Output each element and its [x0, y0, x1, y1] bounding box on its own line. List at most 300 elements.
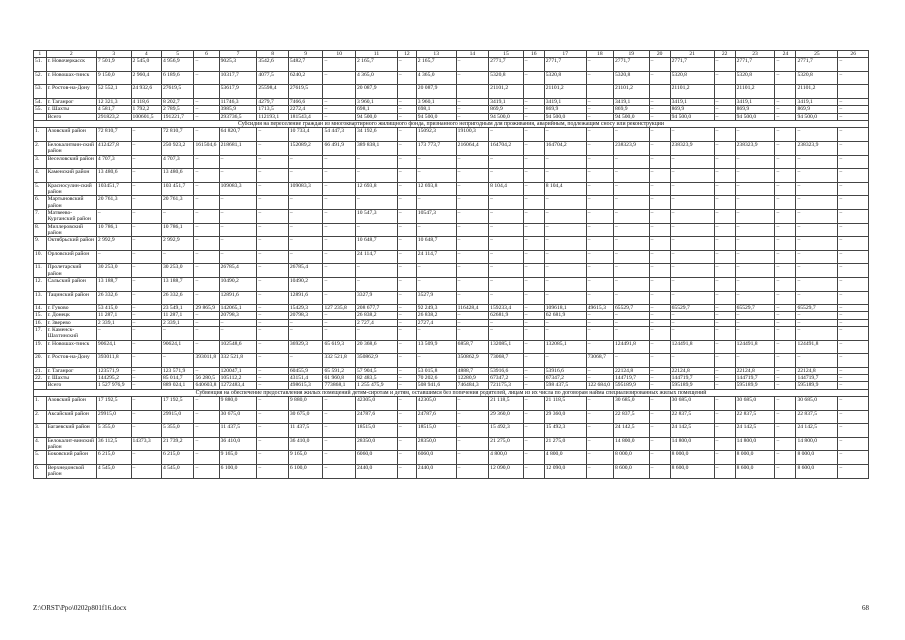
- value-cell: –: [613, 264, 649, 278]
- value-cell: –: [323, 264, 356, 278]
- value-cell: –: [397, 319, 416, 326]
- value-cell: –: [838, 237, 869, 251]
- value-cell: –: [586, 169, 613, 183]
- value-cell: –: [257, 237, 288, 251]
- value-cell: –: [257, 182, 288, 196]
- value-cell: –: [670, 237, 714, 251]
- table-row: [34, 312, 869, 319]
- value-cell: 595189,9: [796, 382, 838, 389]
- value-cell: –: [714, 319, 735, 326]
- value-cell: –: [714, 141, 735, 155]
- value-cell: 4 800,0: [489, 451, 524, 465]
- value-cell: 30 253,0: [96, 264, 131, 278]
- table-row: [34, 169, 869, 183]
- row-number-cell: 5.: [34, 451, 47, 465]
- value-cell: –: [714, 326, 735, 340]
- value-cell: 11 437,5: [219, 424, 257, 438]
- value-cell: –: [649, 223, 670, 237]
- value-cell: –: [397, 99, 416, 106]
- value-cell: 53916,6: [544, 367, 586, 374]
- municipality-name-cell: г. Донецк: [46, 312, 96, 319]
- value-cell: 29 360,0: [544, 410, 586, 424]
- value-cell: –: [397, 465, 416, 479]
- value-cell: –: [796, 326, 838, 340]
- value-cell: 2 165,7: [416, 58, 456, 72]
- value-cell: –: [219, 319, 257, 326]
- value-cell: 30 685,0: [796, 397, 838, 411]
- value-cell: –: [323, 106, 356, 113]
- row-number-cell: 13.: [34, 291, 47, 305]
- value-cell: –: [523, 209, 544, 223]
- row-number-cell: 7.: [34, 209, 47, 223]
- value-cell: –: [838, 424, 869, 438]
- value-cell: 70 202,6: [416, 375, 456, 382]
- value-cell: –: [670, 155, 714, 169]
- value-cell: –: [544, 319, 586, 326]
- value-cell: –: [257, 437, 288, 451]
- value-cell: –: [649, 155, 670, 169]
- value-cell: –: [397, 141, 416, 155]
- value-cell: –: [257, 196, 288, 210]
- value-cell: –: [649, 128, 670, 142]
- value-cell: 61 960,8: [323, 375, 356, 382]
- table-row: [34, 182, 869, 196]
- value-cell: –: [544, 354, 586, 368]
- value-cell: –: [416, 264, 456, 278]
- value-cell: 2 992,9: [161, 237, 194, 251]
- table-row: [34, 106, 869, 113]
- value-cell: –: [714, 375, 735, 382]
- value-cell: –: [775, 209, 796, 223]
- value-cell: 869,9: [544, 106, 586, 113]
- value-cell: –: [649, 141, 670, 155]
- value-cell: 27619,5: [288, 85, 323, 99]
- value-cell: 2 960,4: [131, 71, 161, 85]
- table-row: [34, 113, 869, 120]
- value-cell: –: [489, 209, 524, 223]
- value-cell: –: [613, 291, 649, 305]
- value-cell: 4 800,0: [544, 451, 586, 465]
- row-number-cell: 19.: [34, 340, 47, 354]
- value-cell: –: [838, 209, 869, 223]
- value-cell: [586, 85, 613, 99]
- municipality-name-cell: г. Таганрог: [46, 367, 96, 374]
- column-number-cell: 12: [397, 51, 416, 58]
- value-cell: –: [586, 277, 613, 291]
- value-cell: –: [397, 340, 416, 354]
- value-cell: –: [194, 437, 219, 451]
- value-cell: 2771,7: [544, 58, 586, 72]
- value-cell: 6 100,0: [288, 465, 323, 479]
- value-cell: 5320,8: [613, 71, 649, 85]
- value-cell: 181543,4: [288, 113, 323, 120]
- value-cell: [397, 85, 416, 99]
- value-cell: –: [714, 113, 735, 120]
- value-cell: –: [323, 437, 356, 451]
- value-cell: –: [355, 223, 397, 237]
- value-cell: –: [161, 354, 194, 368]
- municipality-name-cell: г. Новочеркасск: [46, 58, 96, 72]
- value-cell: 36929,3: [288, 340, 323, 354]
- table-row: [34, 451, 869, 465]
- value-cell: –: [714, 58, 735, 72]
- value-cell: –: [397, 367, 416, 374]
- value-cell: 5320,8: [796, 71, 838, 85]
- value-cell: 5320,8: [489, 71, 524, 85]
- value-cell: 94 500,0: [416, 113, 456, 120]
- value-cell: –: [355, 326, 397, 340]
- value-cell: –: [544, 209, 586, 223]
- table-row: [34, 340, 869, 354]
- value-cell: –: [649, 182, 670, 196]
- row-number-cell: 51.: [34, 58, 47, 72]
- value-cell: –: [775, 128, 796, 142]
- value-cell: –: [586, 113, 613, 120]
- value-cell: –: [775, 99, 796, 106]
- value-cell: –: [131, 237, 161, 251]
- value-cell: 595189,9: [613, 382, 649, 389]
- value-cell: –: [194, 277, 219, 291]
- value-cell: 18515,0: [355, 424, 397, 438]
- value-cell: –: [523, 382, 544, 389]
- value-cell: –: [838, 71, 869, 85]
- value-cell: –: [219, 237, 257, 251]
- value-cell: 67347,2: [544, 375, 586, 382]
- row-number-cell: 6.: [34, 196, 47, 210]
- value-cell: –: [796, 291, 838, 305]
- value-cell: –: [194, 451, 219, 465]
- value-cell: –: [775, 155, 796, 169]
- value-cell: 24 932,6: [131, 85, 161, 99]
- value-cell: –: [323, 71, 356, 85]
- value-cell: –: [323, 319, 356, 326]
- value-cell: –: [586, 326, 613, 340]
- value-cell: 2440,0: [416, 465, 456, 479]
- value-cell: –: [586, 397, 613, 411]
- value-cell: 3419,1: [544, 99, 586, 106]
- value-cell: 29 360,0: [489, 410, 524, 424]
- column-number-cell: 22: [714, 51, 735, 58]
- value-cell: 90624,1: [96, 340, 131, 354]
- value-cell: –: [288, 169, 323, 183]
- value-cell: –: [323, 250, 356, 264]
- value-cell: 109083,3: [219, 182, 257, 196]
- value-cell: –: [194, 223, 219, 237]
- value-cell: 12 693,8: [416, 182, 456, 196]
- value-cell: 250 923,2: [161, 141, 194, 155]
- value-cell: –: [714, 106, 735, 113]
- value-cell: –: [523, 424, 544, 438]
- value-cell: 208 677,7: [355, 305, 397, 312]
- value-cell: –: [523, 291, 544, 305]
- value-cell: –: [397, 237, 416, 251]
- value-cell: 123571,9: [96, 367, 131, 374]
- value-cell: –: [131, 397, 161, 411]
- value-cell: 26785,4: [219, 264, 257, 278]
- value-cell: –: [670, 326, 714, 340]
- value-cell: 2 727,4: [355, 319, 397, 326]
- value-cell: –: [194, 209, 219, 223]
- row-number-cell: 3.: [34, 424, 47, 438]
- value-cell: 332 521,8: [323, 354, 356, 368]
- value-cell: –: [397, 424, 416, 438]
- value-cell: –: [670, 128, 714, 142]
- municipality-name-cell: г. Новошах-тинск: [46, 71, 96, 85]
- value-cell: 15 492,3: [544, 424, 586, 438]
- value-cell: –: [397, 264, 416, 278]
- value-cell: –: [649, 382, 670, 389]
- value-cell: 5482,7: [288, 58, 323, 72]
- value-cell: 67347,2: [489, 375, 524, 382]
- footer-page-number: 68: [862, 604, 869, 612]
- value-cell: 144295,2: [96, 375, 131, 382]
- column-number-cell: 5: [161, 51, 194, 58]
- value-cell: –: [397, 113, 416, 120]
- value-cell: –: [838, 312, 869, 319]
- value-cell: –: [796, 264, 838, 278]
- value-cell: 350862,9: [456, 354, 489, 368]
- value-cell: 65529,7: [613, 305, 649, 312]
- value-cell: –: [670, 223, 714, 237]
- column-number-cell: 23: [735, 51, 775, 58]
- value-cell: 66 491,9: [323, 141, 356, 155]
- value-cell: –: [735, 291, 775, 305]
- value-cell: –: [131, 451, 161, 465]
- value-cell: –: [194, 340, 219, 354]
- value-cell: –: [456, 250, 489, 264]
- value-cell: 164704,2: [544, 141, 586, 155]
- value-cell: –: [670, 354, 714, 368]
- value-cell: 5 355,0: [161, 424, 194, 438]
- value-cell: –: [714, 99, 735, 106]
- value-cell: –: [838, 58, 869, 72]
- value-cell: –: [288, 209, 323, 223]
- value-cell: 29 865,9: [194, 305, 219, 312]
- value-cell: –: [131, 264, 161, 278]
- value-cell: –: [489, 196, 524, 210]
- value-cell: 4 118,6: [131, 99, 161, 106]
- value-cell: –: [194, 113, 219, 120]
- value-cell: –: [775, 382, 796, 389]
- table-row: [34, 410, 869, 424]
- value-cell: –: [397, 375, 416, 382]
- value-cell: 640603,8: [194, 382, 219, 389]
- value-cell: –: [489, 319, 524, 326]
- value-cell: 57 904,5: [355, 367, 397, 374]
- value-cell: –: [714, 305, 735, 312]
- value-cell: 30 253,0: [161, 264, 194, 278]
- value-cell: –: [838, 182, 869, 196]
- value-cell: –: [796, 354, 838, 368]
- value-cell: 11 437,5: [288, 424, 323, 438]
- value-cell: –: [161, 250, 194, 264]
- value-cell: –: [838, 155, 869, 169]
- value-cell: 20 087,9: [416, 85, 456, 99]
- value-cell: –: [323, 113, 356, 120]
- value-cell: –: [649, 169, 670, 183]
- value-cell: –: [523, 106, 544, 113]
- value-cell: 21 739,2: [161, 437, 194, 451]
- value-cell: –: [775, 196, 796, 210]
- value-cell: 10 547,3: [355, 209, 397, 223]
- table-row: [34, 196, 869, 210]
- value-cell: –: [131, 128, 161, 142]
- value-cell: 10 786,1: [161, 223, 194, 237]
- value-cell: –: [649, 340, 670, 354]
- value-cell: 144719,7: [796, 375, 838, 382]
- value-cell: –: [397, 250, 416, 264]
- value-cell: 20798,3: [219, 312, 257, 319]
- value-cell: –: [649, 106, 670, 113]
- value-cell: –: [323, 397, 356, 411]
- value-cell: 28350,0: [355, 437, 397, 451]
- value-cell: –: [257, 375, 288, 382]
- value-cell: –: [131, 182, 161, 196]
- value-cell: –: [796, 277, 838, 291]
- value-cell: –: [288, 354, 323, 368]
- footer-file-path: Z:\ORST\Ppo\0202p801f16.docx: [33, 604, 127, 612]
- value-cell: 3419,1: [735, 99, 775, 106]
- value-cell: –: [96, 326, 131, 340]
- value-cell: –: [544, 169, 586, 183]
- value-cell: –: [796, 182, 838, 196]
- value-cell: –: [456, 223, 489, 237]
- value-cell: –: [323, 223, 356, 237]
- value-cell: [714, 85, 735, 99]
- value-cell: –: [489, 237, 524, 251]
- value-cell: –: [586, 128, 613, 142]
- value-cell: –: [323, 291, 356, 305]
- value-cell: –: [257, 340, 288, 354]
- value-cell: –: [544, 196, 586, 210]
- column-number-cell: 8: [257, 51, 288, 58]
- value-cell: 65 619,3: [323, 340, 356, 354]
- row-number-cell: 21.: [34, 367, 47, 374]
- table-body: [34, 51, 869, 479]
- value-cell: –: [775, 291, 796, 305]
- value-cell: –: [257, 223, 288, 237]
- value-cell: 123 571,9: [161, 367, 194, 374]
- row-number-cell: 8.: [34, 223, 47, 237]
- value-cell: 191221,7: [161, 113, 194, 120]
- value-cell: –: [649, 451, 670, 465]
- value-cell: 18515,0: [416, 424, 456, 438]
- value-cell: –: [613, 326, 649, 340]
- value-cell: [523, 85, 544, 99]
- value-cell: –: [613, 155, 649, 169]
- value-cell: –: [523, 277, 544, 291]
- table-row: [34, 437, 869, 451]
- value-cell: –: [775, 319, 796, 326]
- value-cell: 36 410,0: [288, 437, 323, 451]
- value-cell: 11 287,1: [161, 312, 194, 319]
- value-cell: –: [714, 465, 735, 479]
- value-cell: –: [670, 209, 714, 223]
- value-cell: –: [649, 264, 670, 278]
- value-cell: –: [416, 196, 456, 210]
- value-cell: –: [288, 319, 323, 326]
- value-cell: –: [613, 182, 649, 196]
- value-cell: –: [775, 106, 796, 113]
- value-cell: –: [775, 410, 796, 424]
- value-cell: 2771,7: [613, 58, 649, 72]
- value-cell: 24 142,5: [735, 424, 775, 438]
- value-cell: –: [586, 367, 613, 374]
- value-cell: 15429,3: [288, 305, 323, 312]
- value-cell: 53617,9: [219, 85, 257, 99]
- value-cell: –: [323, 182, 356, 196]
- value-cell: 1 255 475,9: [355, 382, 397, 389]
- value-cell: –: [735, 277, 775, 291]
- value-cell: 2 165,7: [355, 58, 397, 72]
- value-cell: –: [323, 196, 356, 210]
- value-cell: –: [523, 437, 544, 451]
- value-cell: 159233,4: [489, 305, 524, 312]
- value-cell: 116428,4: [456, 305, 489, 312]
- value-cell: 1272483,4: [219, 382, 257, 389]
- value-cell: 21101,2: [735, 85, 775, 99]
- value-cell: 3419,1: [670, 99, 714, 106]
- value-cell: 4 707,3: [161, 155, 194, 169]
- value-cell: –: [586, 264, 613, 278]
- row-number-cell: 2.: [34, 410, 47, 424]
- value-cell: –: [323, 237, 356, 251]
- value-cell: –: [735, 155, 775, 169]
- row-number-cell: 6.: [34, 465, 47, 479]
- value-cell: –: [735, 312, 775, 319]
- value-cell: –: [323, 169, 356, 183]
- municipality-name-cell: Белокалитвин-ский район: [46, 141, 96, 155]
- value-cell: 8 600,0: [796, 465, 838, 479]
- municipality-name-cell: Веселовский район: [46, 155, 96, 169]
- row-number-cell: 1.: [34, 397, 47, 411]
- value-cell: 92 249,3: [416, 305, 456, 312]
- value-cell: 124491,8: [613, 340, 649, 354]
- value-cell: –: [194, 169, 219, 183]
- value-cell: –: [194, 397, 219, 411]
- value-cell: 53 015,8: [416, 367, 456, 374]
- value-cell: –: [838, 99, 869, 106]
- value-cell: –: [489, 326, 524, 340]
- value-cell: –: [257, 451, 288, 465]
- value-cell: –: [649, 367, 670, 374]
- value-cell: –: [775, 223, 796, 237]
- value-cell: –: [670, 196, 714, 210]
- value-cell: –: [194, 71, 219, 85]
- value-cell: 24 142,5: [796, 424, 838, 438]
- value-cell: 4077,5: [257, 71, 288, 85]
- value-cell: 698,1: [416, 106, 456, 113]
- value-cell: 2 992,9: [96, 237, 131, 251]
- municipality-name-cell: Багаевский район: [46, 424, 96, 438]
- value-cell: –: [323, 99, 356, 106]
- value-cell: 3419,1: [489, 99, 524, 106]
- value-cell: 216064,4: [456, 141, 489, 155]
- value-cell: –: [257, 141, 288, 155]
- value-cell: 105112,2: [219, 375, 257, 382]
- value-cell: –: [613, 223, 649, 237]
- value-cell: –: [131, 354, 161, 368]
- value-cell: –: [544, 264, 586, 278]
- value-cell: –: [649, 410, 670, 424]
- value-cell: 26785,4: [288, 264, 323, 278]
- value-cell: –: [523, 340, 544, 354]
- value-cell: 3327,9: [355, 291, 397, 305]
- value-cell: 26 838,2: [355, 312, 397, 319]
- value-cell: –: [194, 291, 219, 305]
- value-cell: 103451,7: [96, 182, 131, 196]
- value-cell: –: [735, 326, 775, 340]
